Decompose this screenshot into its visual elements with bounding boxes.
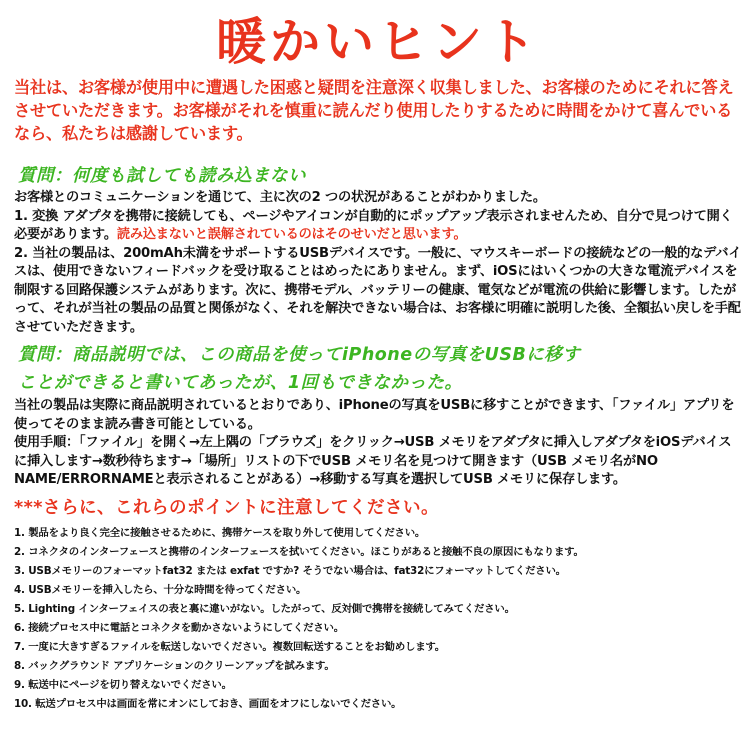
tip-item: 6. 接続プロセス中に電話とコネクタを動かさないようにしてください。 bbox=[14, 621, 344, 634]
tip-item: 4. USBメモリーを挿入したら、十分な時間を待ってください。 bbox=[14, 583, 307, 596]
question-2-steps: 使用手順：「ファイル」を開く→左上隅の「ブラウズ」をクリック→USB メモリをアダプタに挿入しアダプタをiOSデバイスに挿入します→数秒待ちます→「場所」リストの下でUSB メモリ名を見つけて開きます（USB メモリ名がNO NAME/ERRORNAMEと表示されることがある）→移動する写真を選択してUSB メモリに保存します。 bbox=[14, 435, 732, 487]
question-2-heading bbox=[14, 341, 742, 397]
item-1-text: 1. 変換 アダプタを携帯に接続しても、ページやアイコンが自動的にポップアップ表示されませんため、自分で見つけて開く必要があります。 bbox=[14, 208, 733, 242]
intro-text: 当社は、お客様が使用中に遭遇した困惑と疑問を注意深く収集しました、お客様のためにそれに答えさせていただきます。お客様がそれを慎重に読んだり使用したりするために時間をかけて喜んでいるなら、私たちは感謝しています。 bbox=[14, 78, 734, 143]
question-1-heading: 質問：何度も試しても読み込まない bbox=[18, 166, 306, 186]
question-2-answer: 当社の製品は実際に商品説明されているとおりであり、iPhoneの写真をUSBに移すことができます、「ファイル」アプリを使ってそのまま読み書き可能としている。 bbox=[14, 398, 735, 432]
question-2-heading-line-2: ことができると書いてあったが、1回もできなかった。 bbox=[18, 373, 463, 393]
tip-item: 1. 製品をより良く完全に接触させるために、携帯ケースを取り外して使用してください。 bbox=[14, 526, 426, 539]
tip-item: 8. バックグラウンド アプリケーションのクリーンアップを試みます。 bbox=[14, 659, 335, 672]
question-1-item-2: 2. 当社の製品は、200mAh未満をサポートするUSBデバイスです。一般に、マウスキーボードの接続などの一般的なデバイスは、使用できないフィードバックを受け取ることはめったにありません。まず、iOSにはいくつかの大きな電流デバイスを制限する回路保護システムがあります。次に、携帯モデル、バッテリーの健康、電気などが電流の供給に影響します。したがって、それが当社の製品の品質と関係がなく、それを解決できない場合は、お客様に明確に説明した後、全額払い戻しを手配させていただきます。 bbox=[14, 245, 742, 335]
tip-item: 5. Lighting インターフェイスの表と裏に違いがない。したがって、反対側で携帯を接続してみてください。 bbox=[14, 602, 515, 615]
tips-list bbox=[14, 524, 742, 714]
tip-item: 3. USBメモリーのフォーマットfat32 または exfat ですか? そうでない場合は、fat32にフォーマットしてください。 bbox=[14, 564, 566, 577]
question-1-lead: お客様とのコミュニケーションを通じて、主に次の2 つの状況があることがわかりました。 bbox=[14, 190, 546, 205]
tip-item: 9. 転送中にページを切り替えないでください。 bbox=[14, 678, 232, 691]
tip-item: 10. 転送プロセス中は画面を常にオンにしておき、画面をオフにしないでください。 bbox=[14, 697, 402, 710]
question-2-heading-line-1: 質問：商品説明では、この商品を使ってiPhoneの写真をUSBに移す bbox=[18, 345, 581, 365]
tip-item: 2. コネクタのインターフェースと携帯のインターフェースを拭いてください。ほこりがあると接触不良の原因にもなります。 bbox=[14, 545, 584, 558]
tip-item: 7. 一度に大きすぎるファイルを転送しないでください。複数回転送することをお勧めします。 bbox=[14, 640, 445, 653]
tips-heading: ***さらに、これらのポイントに注意してください。 bbox=[14, 497, 439, 518]
page-title: 暖かいヒント bbox=[216, 13, 540, 71]
item-1-red-note: 読み込まないと誤解されているのはそのせいだと思います。 bbox=[116, 227, 467, 242]
question-1-item-1 bbox=[14, 208, 742, 245]
